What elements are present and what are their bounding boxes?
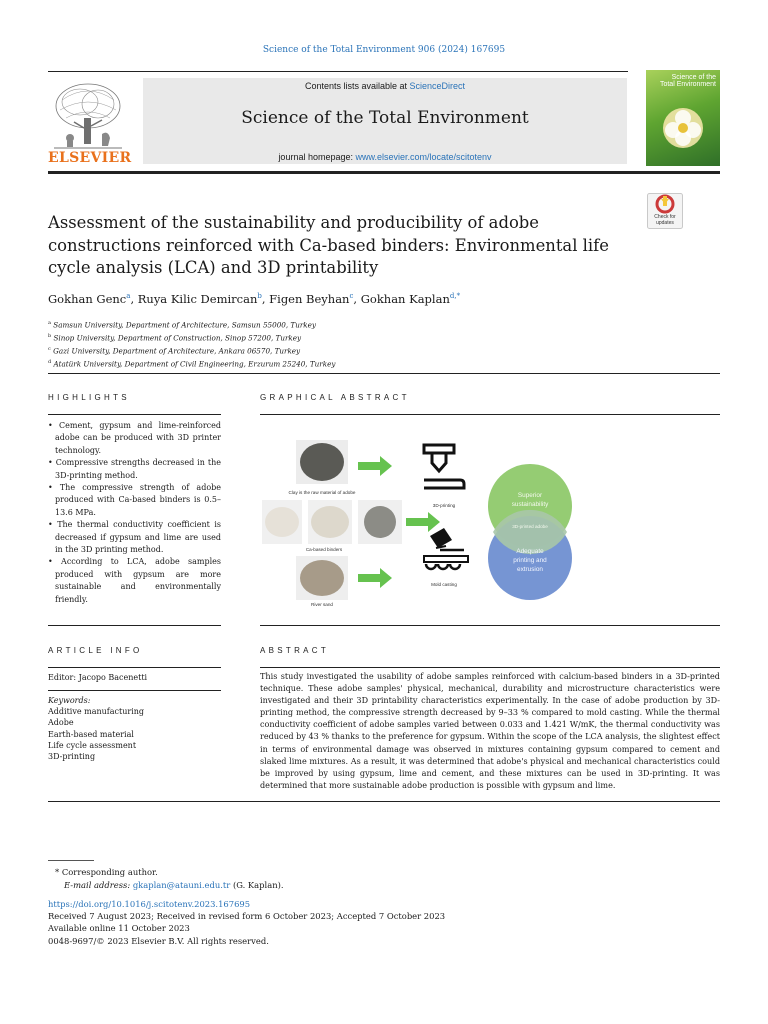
contents-prefix: Contents lists available at	[304, 81, 410, 91]
abstract-rule	[260, 667, 720, 668]
mold-casting-label: Mold casting	[431, 582, 457, 587]
cover-flower-image	[661, 106, 705, 150]
affiliation-mark: a	[48, 320, 51, 326]
keyword: Adobe	[48, 718, 74, 728]
email-suffix: (G. Kaplan).	[230, 879, 284, 890]
3d-printer-icon	[424, 445, 464, 488]
article-title: Assessment of the sustainability and producibility of adobe constructions reinforced with Ca-based binders: Environmental life cycle analysis (LCA) and 3D printability	[48, 213, 609, 277]
affiliation	[48, 318, 335, 331]
affiliation	[48, 331, 335, 344]
binders-label: Ca-based binders	[305, 547, 343, 552]
keywords-label: Keywords:	[48, 696, 91, 705]
available-online: Available online 11 October 2023	[48, 923, 190, 934]
highlight-item: • The thermal conductivity coefficient is decreased if gypsum and lime are used in the 3D printing method.	[48, 520, 221, 555]
arrow-right-icon	[358, 568, 392, 588]
clay-label: Clay is the raw material of adobe	[288, 490, 356, 495]
homepage-prefix: journal homepage:	[278, 152, 356, 162]
keywords-rule	[48, 690, 221, 691]
sciencedirect-link[interactable]: ScienceDirect	[409, 81, 466, 91]
adequate-label-1: Adequate	[516, 548, 544, 555]
author-name[interactable]: Figen Beyhan	[269, 292, 350, 306]
affiliation-mark: b	[48, 332, 52, 339]
highlights-list	[48, 420, 221, 606]
author-affiliation-mark[interactable]: d,*	[449, 292, 461, 301]
superior-label-1: Superior	[517, 492, 543, 499]
abstract-text: This study investigated the usability of adobe samples reinforced with calcium-based binders in a 3D-printed technique. These adobe samples' physical, mechanical, durability and microstructure characteristics were investigated and their 3D printability characteristics experimentally. In the case of adobe production by 3D-printing method, the compressive strength decreased by 9–33 % compared to mold casting. While the thermal conductivity coefficient of adobe samples varied between 0.033 and 1.421 W/mK, the thermal conductivity was reduced by 43 % thanks to the preference for gypsum. Within the scope of the LCA analysis, the slightest effect in terms of environmental damage was observed in mixtures containing gypsum compared to cement and slaked lime mixtures. As a result, it was determined that adobe's physical and mechanical characteristics could be improved by using gypsum, lime and cement, and these mixtures can be used in 3D-printing. It was determined that more sustainable adobe production is possible with gypsum and lime.	[260, 671, 720, 790]
graphical-abstract-heading: GRAPHICAL ABSTRACT	[260, 393, 410, 402]
copyright: 0048-9697/© 2023 Elsevier B.V. All rights reserved.	[48, 935, 269, 946]
doi-link[interactable]: https://doi.org/10.1016/j.scitotenv.2023.167695	[48, 899, 251, 909]
cover-title-line-2: Total Environment	[659, 81, 716, 88]
abstract-top-rule	[260, 625, 720, 626]
keyword: Additive manufacturing	[48, 707, 145, 717]
corresponding-text: Corresponding author.	[61, 867, 158, 877]
graphical-abstract-figure[interactable]	[262, 436, 720, 608]
affiliation-mark: c	[48, 345, 51, 352]
journal-title: Science of the Total Environment	[241, 108, 529, 128]
editor-line: Editor: Jacopo Bacenetti	[48, 673, 148, 682]
author-affiliation-mark[interactable]: a	[126, 292, 131, 301]
graphical-abstract-rule	[260, 414, 720, 415]
highlights-rule	[48, 414, 221, 415]
affiliation-text: Atatürk University, Department of Civil Engineering, Erzurum 25240, Turkey	[53, 359, 336, 369]
author-affiliation-mark[interactable]: b	[257, 292, 262, 301]
highlight-item: • The compressive strength of adobe produced with Ca-based binders is 0.5–13.6 MPa.	[48, 483, 221, 517]
center-label: 3D-printed adobe	[512, 524, 548, 529]
affiliation	[48, 344, 335, 357]
author-affiliation-mark[interactable]: c	[349, 292, 354, 301]
affiliation-text: Samsun University, Department of Architecture, Samsun 55000, Turkey	[53, 320, 316, 330]
check-for-updates-label	[645, 214, 685, 226]
cover-title-line-1: Science of the	[671, 74, 716, 81]
section-rule	[48, 373, 720, 374]
author-list: Gokhan Genc$^a$, Ruya Kilic Demircan$^b$, Figen Beyhan$^c$, Gokhan Kaplan$^{d,*}$	[48, 292, 461, 306]
elsevier-wordmark: ELSEVIER	[48, 150, 132, 166]
email-label: E-mail address:	[64, 879, 133, 890]
author-name[interactable]: Gokhan Genc	[48, 292, 127, 306]
section-rule-bottom	[48, 801, 720, 802]
author-email-link[interactable]: gkaplan@atauni.edu.tr	[132, 879, 231, 890]
arrow-right-icon	[358, 456, 392, 476]
corresponding-line	[55, 866, 284, 879]
received-dates: Received 7 August 2023; Received in revised form 6 October 2023; Accepted 7 October 2023	[48, 911, 446, 922]
sand-label: River sand	[311, 602, 333, 607]
footnote-rule	[48, 860, 94, 861]
journal-homepage-link[interactable]: www.elsevier.com/locate/scitotenv	[355, 152, 492, 162]
author-name[interactable]: Ruya Kilic Demircan	[137, 292, 258, 306]
header-rule-thick	[48, 171, 720, 174]
article-info-heading: ARTICLE INFO	[48, 646, 143, 655]
3d-printing-label: 3D-printing	[432, 503, 456, 508]
email-line	[55, 879, 284, 892]
article-info-rule	[48, 667, 221, 668]
mold-casting-icon	[424, 528, 468, 569]
affiliation-list	[48, 318, 335, 370]
affiliation	[48, 357, 335, 370]
corresponding-author-footnote	[55, 866, 284, 891]
adequate-label-3: extrusion	[517, 566, 543, 573]
keywords-block	[48, 695, 144, 762]
highlight-item: • According to LCA, adobe samples produced with gypsum are more sustainable and environmentally friendly.	[48, 557, 221, 604]
affiliation-text: Gazi University, Department of Architecture, Ankara 06570, Turkey	[53, 346, 301, 356]
article-info-top-rule	[48, 625, 221, 626]
superior-label-2: sustainability	[511, 501, 549, 508]
abstract-heading: ABSTRACT	[260, 646, 330, 655]
cover-title	[652, 74, 716, 88]
corresponding-mark: *	[55, 867, 60, 877]
journal-cover-thumbnail[interactable]	[646, 70, 720, 166]
highlights-heading: HIGHLIGHTS	[48, 393, 130, 402]
affiliation-mark: d	[48, 358, 52, 365]
keyword: Earth-based material	[48, 729, 134, 739]
journal-citation-link[interactable]: Science of the Total Environment 906 (2024) 167695	[262, 45, 506, 55]
keyword: 3D-printing	[48, 752, 96, 762]
highlight-item: • Compressive strengths decreased in the 3D-printing method.	[48, 458, 221, 480]
arrow-right-icon	[406, 512, 440, 532]
adequate-label-2: printing and	[513, 557, 547, 564]
highlight-item: • Cement, gypsum and lime-reinforced adobe can be produced with 3D printer technology.	[48, 421, 221, 455]
journal-homepage-line	[143, 152, 627, 162]
affiliation-text: Sinop University, Department of Construction, Sinop 57200, Turkey	[53, 333, 302, 343]
check-line-1: Check for	[654, 214, 676, 220]
author-name[interactable]: Gokhan Kaplan	[360, 292, 450, 306]
publication-details	[48, 898, 445, 947]
contents-line	[143, 81, 627, 91]
header-rule-top	[48, 71, 628, 72]
check-line-2: updates	[656, 220, 674, 226]
keyword: Life cycle assessment	[48, 740, 137, 750]
